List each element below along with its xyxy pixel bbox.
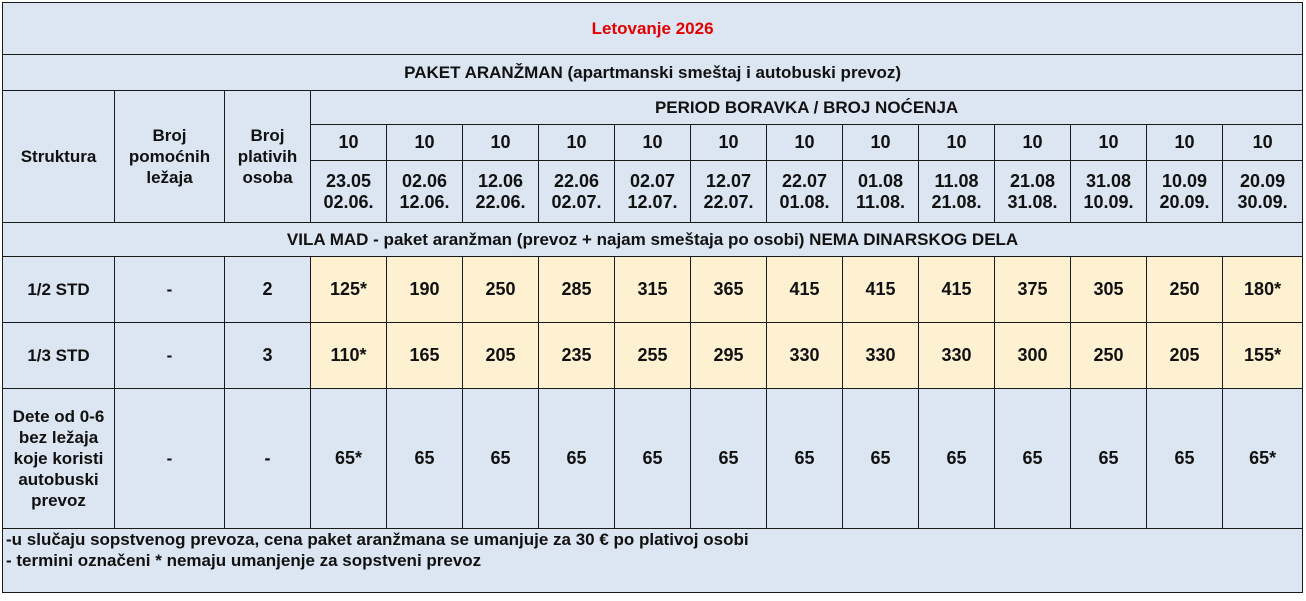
price-cell: 300 [995, 323, 1071, 389]
price-cell: 65* [311, 389, 387, 529]
table-row [3, 257, 1303, 323]
period-dates-cell: 01.08 11.08. [843, 161, 919, 223]
price-cell: 165 [387, 323, 463, 389]
price-cell: 330 [843, 323, 919, 389]
price-cell: 65* [1223, 389, 1303, 529]
price-table [2, 2, 1303, 593]
nights-cell: 10 [387, 125, 463, 161]
nights-cell: 10 [767, 125, 843, 161]
period-dates-cell: 12.06 22.06. [463, 161, 539, 223]
nights-cell: 10 [311, 125, 387, 161]
nights-cell: 10 [995, 125, 1071, 161]
price-cell: 250 [1071, 323, 1147, 389]
nights-cell: 10 [1147, 125, 1223, 161]
price-cell: 285 [539, 257, 615, 323]
period-dates-cell: 23.05 02.06. [311, 161, 387, 223]
notes-cell [3, 529, 1303, 593]
period-dates-cell: 20.09 30.09. [1223, 161, 1303, 223]
nights-cell: 10 [615, 125, 691, 161]
price-cell: 65 [995, 389, 1071, 529]
price-cell: 125* [311, 257, 387, 323]
nights-cell: 10 [691, 125, 767, 161]
header-struktura: Struktura [3, 91, 115, 223]
price-cell: 365 [691, 257, 767, 323]
nights-cell: 10 [1071, 125, 1147, 161]
pomocni-cell: - [115, 389, 225, 529]
nights-cell: 10 [1223, 125, 1303, 161]
price-cell: 65 [615, 389, 691, 529]
price-cell: 65 [463, 389, 539, 529]
header-period-boravka: PERIOD BORAVKA / BROJ NOĆENJA [311, 91, 1303, 125]
table-row [3, 389, 1303, 529]
price-cell: 250 [463, 257, 539, 323]
struktura-cell: 1/3 STD [3, 323, 115, 389]
pomocni-cell: - [115, 257, 225, 323]
price-cell: 330 [767, 323, 843, 389]
price-cell: 375 [995, 257, 1071, 323]
price-cell: 65 [1071, 389, 1147, 529]
price-cell: 415 [843, 257, 919, 323]
nights-cell: 10 [539, 125, 615, 161]
period-dates-cell: 22.06 02.07. [539, 161, 615, 223]
price-cell: 205 [463, 323, 539, 389]
struktura-cell: 1/2 STD [3, 257, 115, 323]
price-cell: 155* [1223, 323, 1303, 389]
price-cell: 330 [919, 323, 995, 389]
period-dates-cell: 22.07 01.08. [767, 161, 843, 223]
price-cell: 315 [615, 257, 691, 323]
price-cell: 190 [387, 257, 463, 323]
nights-cell: 10 [463, 125, 539, 161]
plativi-cell: - [225, 389, 311, 529]
price-cell: 65 [691, 389, 767, 529]
price-cell: 65 [539, 389, 615, 529]
period-dates-cell: 21.08 31.08. [995, 161, 1071, 223]
price-cell: 235 [539, 323, 615, 389]
note-line: -u slučaju sopstvenog prevoza, cena paket aranžmana se umanjuje za 30 € po plativoj osobi [6, 530, 749, 549]
period-dates-cell: 31.08 10.09. [1071, 161, 1147, 223]
period-dates-cell: 10.09 20.09. [1147, 161, 1223, 223]
price-cell: 65 [919, 389, 995, 529]
price-cell: 110* [311, 323, 387, 389]
page-title: Letovanje 2026 [3, 3, 1303, 55]
package-subtitle: PAKET ARANŽMAN (apartmanski smeštaj i autobuski prevoz) [3, 55, 1303, 91]
price-cell: 415 [919, 257, 995, 323]
price-cell: 180* [1223, 257, 1303, 323]
price-cell: 295 [691, 323, 767, 389]
nights-cell: 10 [843, 125, 919, 161]
price-cell: 250 [1147, 257, 1223, 323]
price-cell: 65 [387, 389, 463, 529]
period-dates-cell: 11.08 21.08. [919, 161, 995, 223]
section-vila-mad: VILA MAD - paket aranžman (prevoz + najam smeštaja po osobi) NEMA DINARSKOG DELA [3, 223, 1303, 257]
note-line: - termini označeni * nemaju umanjenje za sopstveni prevoz [6, 551, 482, 570]
price-cell: 65 [767, 389, 843, 529]
pomocni-cell: - [115, 323, 225, 389]
price-cell: 65 [843, 389, 919, 529]
period-dates-cell: 12.07 22.07. [691, 161, 767, 223]
nights-cell: 10 [919, 125, 995, 161]
price-cell: 255 [615, 323, 691, 389]
price-cell: 205 [1147, 323, 1223, 389]
header-broj-pomocnih-lezaja: Broj pomoćnih ležaja [115, 91, 225, 223]
price-cell: 305 [1071, 257, 1147, 323]
plativi-cell: 3 [225, 323, 311, 389]
price-cell: 65 [1147, 389, 1223, 529]
plativi-cell: 2 [225, 257, 311, 323]
price-cell: 415 [767, 257, 843, 323]
period-dates-cell: 02.07 12.07. [615, 161, 691, 223]
table-row [3, 323, 1303, 389]
period-dates-cell: 02.06 12.06. [387, 161, 463, 223]
header-broj-plativih-osoba: Broj plativih osoba [225, 91, 311, 223]
struktura-cell: Dete od 0-6 bez ležaja koje koristi autobuski prevoz [3, 389, 115, 529]
